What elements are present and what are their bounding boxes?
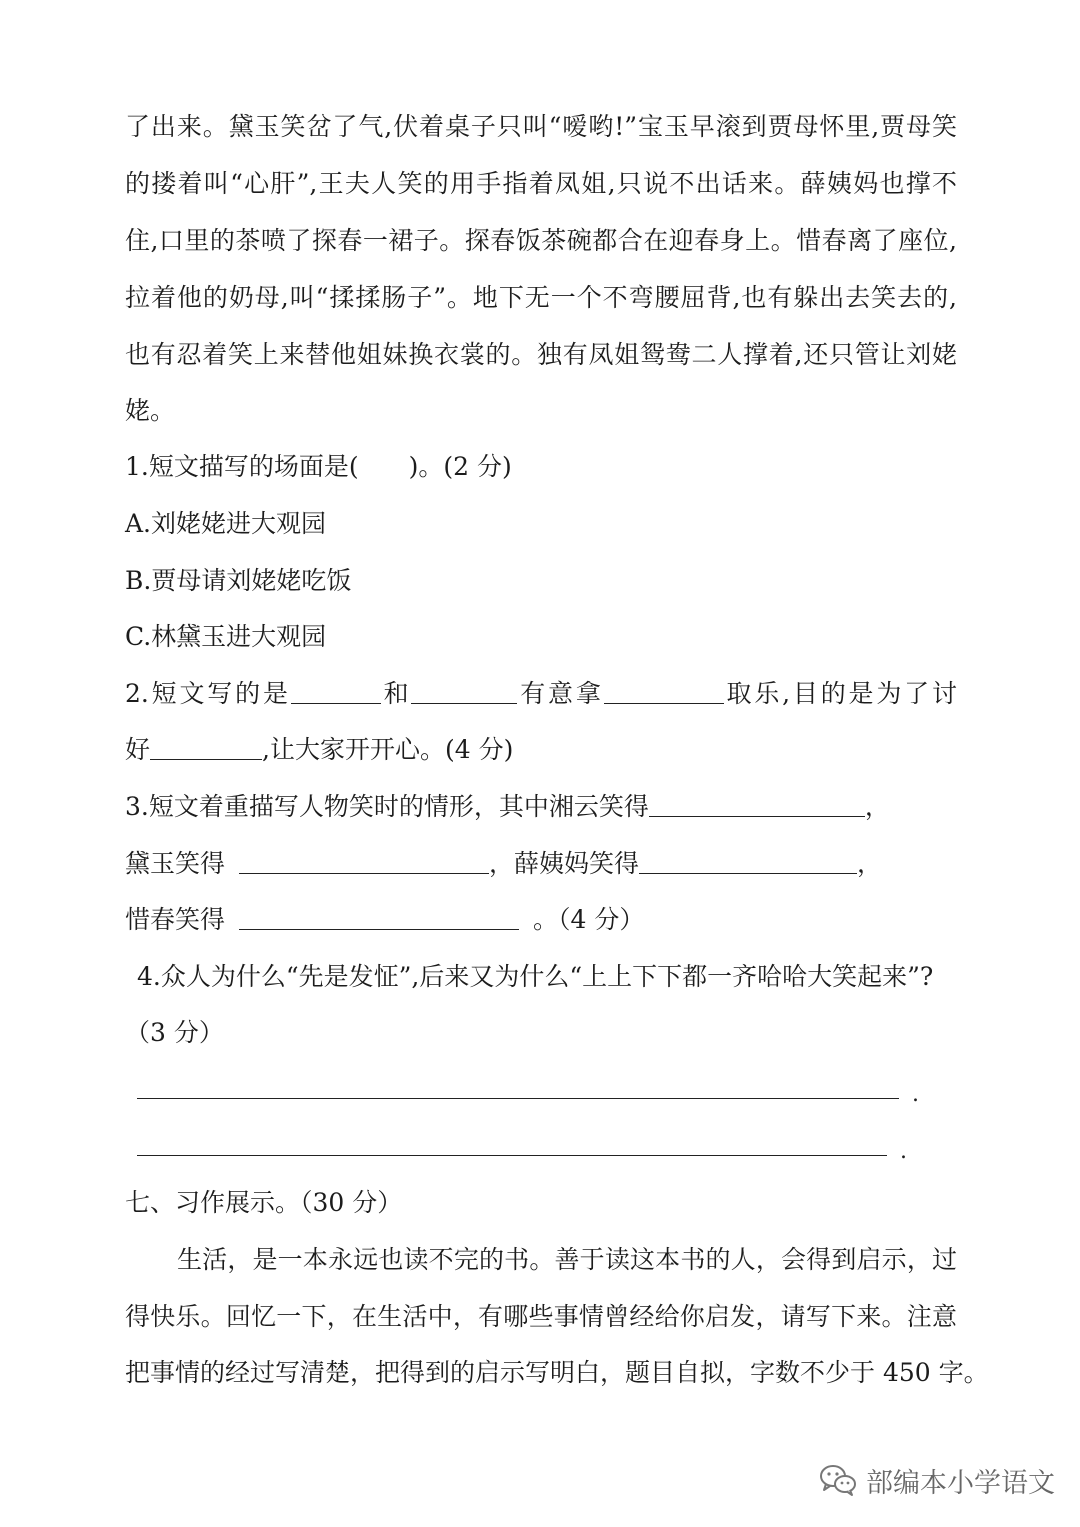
- passage-line: 了出来。黛玉笑岔了气,伏着桌子只叫“嗳哟!”宝玉早滚到贾母怀里,贾母笑: [125, 112, 957, 141]
- answer-blank[interactable]: [239, 849, 489, 874]
- answer-blank[interactable]: [150, 735, 262, 760]
- answer-blank[interactable]: [604, 679, 724, 704]
- question-1-option-c: C.林黛玉进大观园: [125, 622, 327, 651]
- question-3-text: 惜春笑得: [125, 905, 226, 934]
- section-7-line: 得快乐。回忆一下，在生活中，有哪些事情曾经给你启发，请写下来。注意: [125, 1302, 957, 1331]
- answer-blank[interactable]: [239, 905, 519, 930]
- passage-line: 住,口里的茶喷了探春一裙子。探春饭茶碗都合在迎春身上。惜春离了座位,: [125, 226, 957, 255]
- question-3-text: 。（4 分）: [533, 905, 645, 934]
- question-2-text: 好: [125, 735, 151, 764]
- question-4-stem: 4.众人为什么“先是发怔”,后来又为什么“上上下下都一齐哈哈大笑起来”?: [137, 962, 934, 991]
- section-7-line: 生活，是一本永远也读不完的书。善于读这本书的人，会得到启示，过: [177, 1245, 957, 1274]
- answer-blank[interactable]: [411, 679, 517, 704]
- passage-line: 拉着他的奶母,叫“揉揉肠子”。地下无一个不弯腰屈背,也有躲出去笑去的,: [125, 283, 957, 312]
- question-2-text: 取乐,目的是为了讨: [723, 679, 957, 708]
- question-4-score: （3 分）: [125, 1018, 224, 1047]
- answer-blank[interactable]: [291, 679, 381, 704]
- passage-line: 也有忍着笑上来替他姐妹换衣裳的。独有凤姐鸳鸯二人撑着,还只管让刘姥: [125, 340, 957, 369]
- watermark: [818, 1458, 1055, 1502]
- question-1-option-a: A.刘姥姥进大观园: [125, 509, 327, 538]
- question-3-text: ，: [864, 792, 890, 821]
- question-3-text: ，薛姨妈笑得: [489, 849, 640, 878]
- section-7-title: 七、习作展示。（30 分）: [125, 1188, 403, 1217]
- answer-blank[interactable]: [649, 792, 865, 817]
- question-3-text: ，: [857, 849, 883, 878]
- passage-line: 的搂着叫“心肝”,王夫人笑的用手指着凤姐,只说不出话来。薛姨妈也撑不: [125, 169, 957, 198]
- question-3-text: 黛玉笑得: [125, 849, 226, 878]
- answer-line[interactable]: [137, 1098, 899, 1099]
- question-2-text: 和: [380, 679, 412, 708]
- question-3-text: 3.短文着重描写人物笑时的情形，其中湘云笑得: [125, 792, 649, 821]
- question-2-text: 2.短文写的是: [125, 679, 291, 708]
- answer-blank[interactable]: [639, 849, 857, 874]
- question-3-line-1: [125, 790, 957, 824]
- passage-line: 姥。: [125, 396, 176, 425]
- question-1-option-b: B.贾母请刘姥姥吃饭: [125, 566, 352, 595]
- question-2-text: 有意拿: [517, 679, 604, 708]
- section-7-line: 把事情的经过写清楚，把得到的启示写明白，题目自拟，字数不少于 450 字。: [125, 1358, 989, 1387]
- question-1-stem: 1.短文描写的场面是( )。(2 分): [125, 452, 512, 481]
- answer-line[interactable]: [137, 1155, 887, 1156]
- question-2-line-2: [125, 733, 957, 767]
- question-2-line-1: [125, 677, 957, 711]
- watermark-text: 部编本小学语文: [866, 1467, 1055, 1499]
- question-3-line-2: [125, 847, 957, 881]
- answer-line-dot: .: [912, 1082, 919, 1107]
- answer-line-dot: .: [900, 1139, 907, 1164]
- question-3-line-3: [125, 903, 957, 937]
- wechat-icon: [818, 1463, 858, 1497]
- question-2-text: ,让大家开开心。(4 分): [262, 735, 514, 764]
